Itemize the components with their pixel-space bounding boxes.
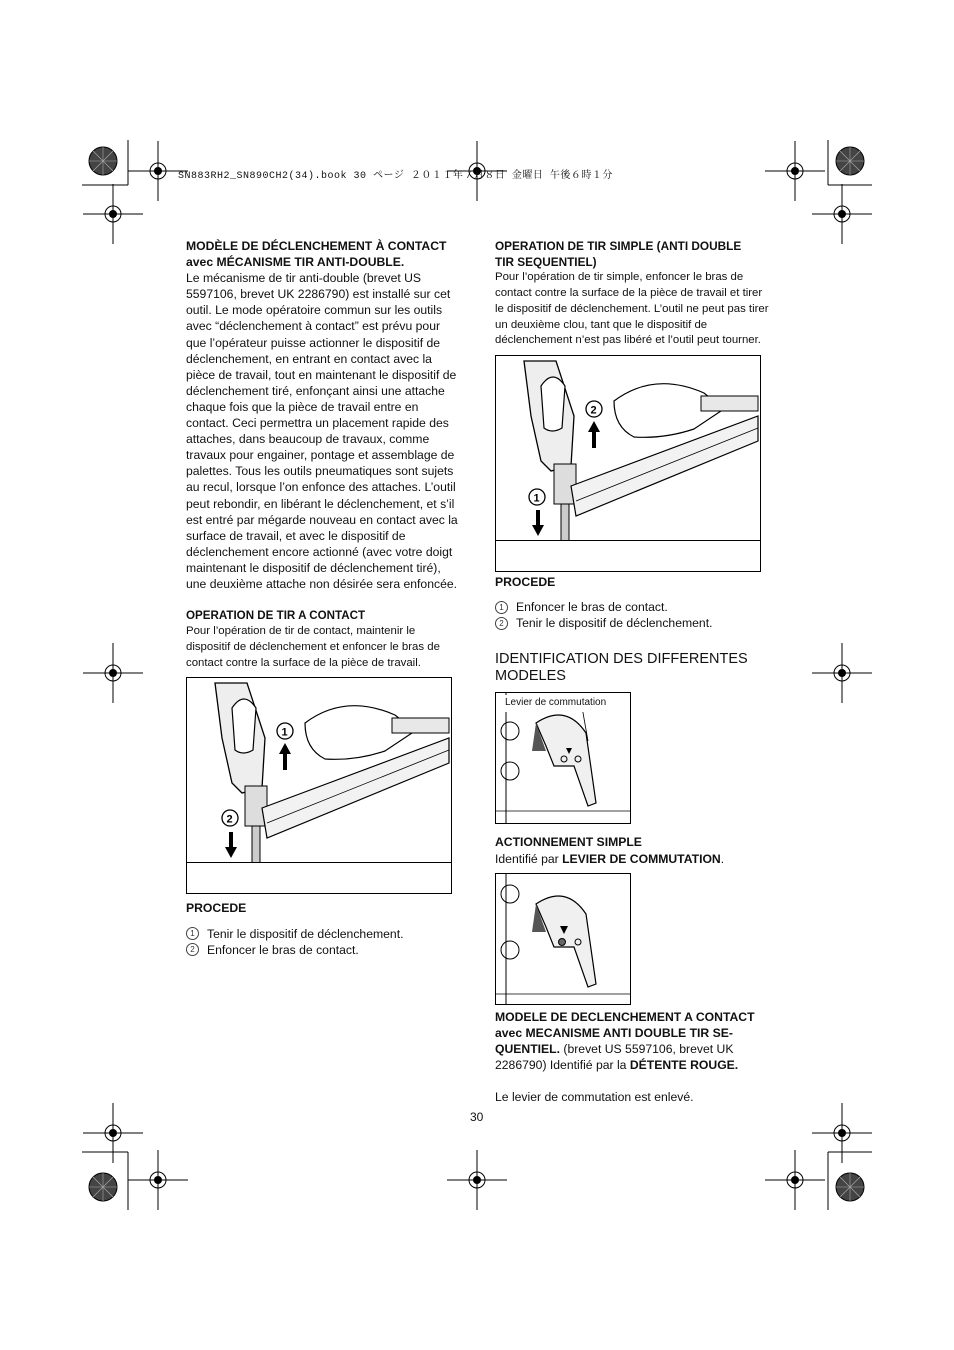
figure-label-down: 2 bbox=[226, 813, 233, 826]
contact-body bbox=[495, 1041, 773, 1073]
figure-caption-bar bbox=[187, 862, 451, 893]
figure-contact-fire bbox=[186, 677, 452, 894]
trigger-illustration bbox=[496, 874, 630, 1004]
procedure-step bbox=[186, 926, 458, 942]
simple-title: ACTIONNEMENT SIMPLE bbox=[495, 835, 642, 850]
figure-caption-bar bbox=[496, 540, 760, 571]
procedure-steps bbox=[495, 599, 773, 631]
ident-title: IDENTIFICATION DES DIFFERENTES bbox=[495, 651, 748, 668]
figure-label-up: 2 bbox=[590, 404, 597, 417]
section-body: Le mécanisme de tir anti-double (brevet US 5597106, brevet UK 2286790) est installé sur cet outil. Le mode opératoire commun sur les outils avec “déclenchement à contact” est prévu pour que l’opérateur puisse actionner le dispositif de déclenchement, en entrant en contact avec la pièce de travail, tout en maintenant le dispositif de déclenchement tiré, enfonçant ainsi une attache chaque fois que la pièce de travail entre en contact. Ceci permettra un placement rapide des attaches, dans beaucoup de travaux, comme travaux pour engainer, pontage et assemblage de palettes. Tous les outils pneumatiques sont sujets au recul, lorsque l’on enfonce des attaches. L’outil peut rebondir, en libérant le déclenchement, et s’il est entré par mégarde nouveau en contact avec la surface de travail, et avec le dispositif de déclenchement encore actionné (avec votre doigt maintenant le dispositif de déclenchement tiré), une deuxième attache non désirée sera enfoncée. bbox=[186, 271, 458, 591]
lever-label: Levier de commutation bbox=[505, 695, 606, 711]
step-number: 2 bbox=[186, 943, 199, 956]
simple-body-bold: LEVIER DE COMMUTATION bbox=[562, 851, 721, 866]
simple-body-suffix: . bbox=[720, 851, 725, 866]
step-text: Enfoncer le bras de contact. bbox=[207, 942, 359, 957]
simple-body bbox=[495, 851, 773, 867]
procedure-step bbox=[186, 942, 458, 958]
left-column bbox=[186, 238, 458, 958]
simple-body-prefix: Identifié par bbox=[495, 851, 563, 866]
lever-removed-note: Le levier de commutation est enlevé. bbox=[495, 1090, 694, 1105]
page-number: 30 bbox=[470, 1110, 484, 1124]
nailer-illustration bbox=[496, 356, 760, 571]
print-header: SN883RH2_SN890CH2(34).book 30 ページ ２０１１年７月８日 金曜日 午後６時１分 bbox=[178, 171, 613, 182]
step-text: Enfoncer le bras de contact. bbox=[516, 600, 668, 615]
section-title: MODÈLE DE DÉCLENCHEMENT À CONTACT bbox=[186, 239, 447, 253]
contact-body-bold: DÉTENTE ROUGE. bbox=[629, 1057, 739, 1072]
step-text: Tenir le dispositif de déclenchement. bbox=[207, 926, 404, 941]
section-title: OPERATION DE TIR SIMPLE (ANTI DOUBLE bbox=[495, 239, 742, 253]
contact-body-normal: (brevet US 5597106, brevet UK 2286790) Identifié par la bbox=[495, 1041, 734, 1072]
section-title-contact-fire: OPERATION DE TIR A CONTACT bbox=[186, 609, 366, 623]
figure-label-up: 1 bbox=[281, 726, 288, 739]
procedure-step bbox=[495, 599, 773, 615]
section-title-cont: avec MÉCANISME TIR ANTI-DOUBLE. bbox=[186, 255, 405, 270]
figure-label-down: 1 bbox=[533, 492, 540, 505]
right-column bbox=[495, 238, 773, 1105]
step-number: 1 bbox=[186, 927, 199, 940]
procede-label: PROCEDE bbox=[495, 575, 556, 590]
nailer-illustration bbox=[187, 678, 451, 893]
figure-switch-lever bbox=[495, 692, 631, 824]
contact-title: MODELE DE DECLENCHEMENT A CONTACT bbox=[495, 1009, 755, 1024]
section-title-cont: TIR SEQUENTIEL) bbox=[495, 255, 597, 270]
step-text: Tenir le dispositif de déclenchement. bbox=[516, 616, 713, 631]
section-body-contact-fire: Pour l’opération de tir de contact, maintenir le dispositif de déclenchement et enfoncer le bras de contact contre la surface de la pièce de travail. bbox=[186, 625, 440, 669]
figure-single-fire bbox=[495, 355, 761, 572]
step-number: 1 bbox=[495, 601, 508, 614]
figure-red-trigger bbox=[495, 873, 631, 1005]
ident-title-cont: MODELES bbox=[495, 667, 566, 684]
procedure-steps bbox=[186, 926, 458, 958]
procede-label: PROCEDE bbox=[186, 900, 247, 915]
contact-title-end: QUENTIEL. bbox=[495, 1041, 561, 1056]
procedure-step bbox=[495, 615, 773, 631]
step-number: 2 bbox=[495, 617, 508, 630]
section-body: Pour l’opération de tir simple, enfoncer le bras de contact contre la surface de la pièce de travail et tirer le dispositif de déclenchement. L’outil ne peut pas tirer un deuxième clou, tant que le dispositif de déclenchement n’est pas libéré et l’outil peut tourner. bbox=[495, 271, 769, 347]
lever-illustration bbox=[496, 693, 630, 823]
contact-title-cont: avec MECANISME ANTI DOUBLE TIR SE- bbox=[495, 1025, 733, 1040]
